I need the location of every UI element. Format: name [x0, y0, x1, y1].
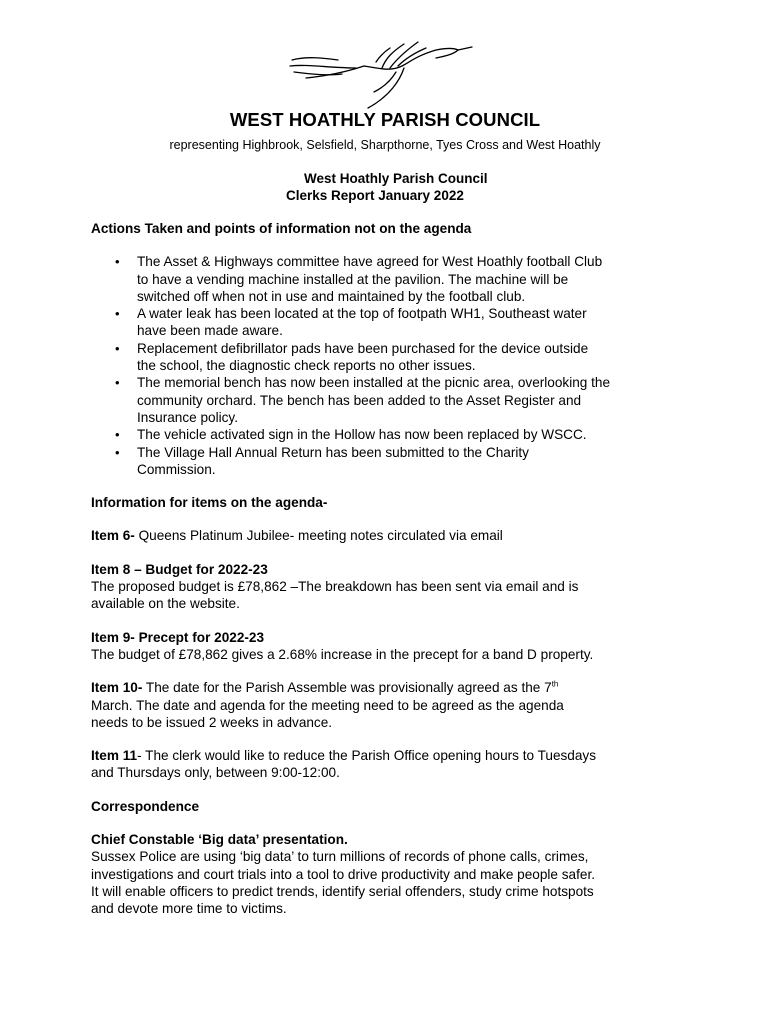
action-item-line: to have a vending machine installed at the pavilion. The machine will be: [137, 271, 569, 287]
action-item-line: The Asset & Highways committee have agreed for West Hoathly football Club: [137, 254, 603, 270]
actions-list: [91, 253, 691, 478]
action-item-line: have been made aware.: [137, 323, 283, 339]
action-item-line: The memorial bench has now been installed at the picnic area, overlooking the: [137, 375, 611, 391]
item-9-line-1: The budget of £78,862 gives a 2.68% increase in the precept for a band D property.: [91, 646, 594, 662]
correspondence-line-2: investigations and court trials into a tool to drive productivity and make people safer.: [91, 866, 596, 882]
item-8-line-2: available on the website.: [91, 596, 240, 612]
item-10-label: Item 10-: [91, 680, 143, 696]
council-representing: representing Highbrook, Selsfield, Sharpthorne, Tyes Cross and West Hoathly: [169, 138, 601, 152]
bullet-icon: •: [115, 427, 120, 443]
action-item-line: Commission.: [137, 461, 216, 477]
action-item-line: A water leak has been located at the top of footpath WH1, Southeast water: [137, 306, 587, 322]
bullet-icon: •: [115, 254, 120, 270]
report-title-line: Clerks Report January 2022: [286, 188, 464, 203]
bird-logo-icon: [286, 38, 486, 110]
item-10-line-1: [91, 679, 691, 696]
action-item: [115, 253, 691, 305]
action-item-line: community orchard. The bench has been added to the Asset Register and: [137, 392, 582, 408]
correspondence-line-4: and devote more time to victims.: [91, 901, 287, 917]
item-11-text: - The clerk would like to reduce the Parish Office opening hours to Tuesdays: [137, 748, 597, 764]
action-item-line: Replacement defibrillator pads have been purchased for the device outside: [137, 340, 589, 356]
report-heading: [286, 170, 488, 204]
item-6: [91, 527, 691, 544]
item-11-label: Item 11: [91, 748, 138, 764]
item-8-line-1: The proposed budget is £78,862 –The breakdown has been sent via email and is: [91, 579, 579, 595]
bullet-icon: •: [115, 306, 120, 322]
action-item: [115, 426, 691, 443]
action-item: [115, 374, 691, 426]
action-item-line: switched off when not in use and maintained by the football club.: [137, 288, 526, 304]
bullet-icon: •: [115, 375, 120, 391]
item-8-heading: Item 8 – Budget for 2022-23: [91, 561, 268, 577]
action-item: [115, 444, 691, 479]
action-item-line: The vehicle activated sign in the Hollow has now been replaced by WSCC.: [137, 427, 587, 443]
correspondence-subheading: Chief Constable ‘Big data’ presentation.: [91, 832, 348, 848]
correspondence-heading: Correspondence: [91, 798, 200, 814]
item-10-superscript: th: [551, 679, 559, 689]
item-10-line-3: needs to be issued 2 weeks in advance.: [91, 714, 333, 730]
item-11-line-1: [91, 747, 691, 764]
item-6-label: Item 6-: [91, 528, 135, 544]
report-council-line: West Hoathly Parish Council: [304, 171, 488, 186]
correspondence-line-3: It will enable officers to predict trends, identify serial offenders, study crime hotspots: [91, 883, 594, 899]
action-item: [115, 340, 691, 375]
bullet-icon: •: [115, 444, 120, 460]
action-item-line: Insurance policy.: [137, 409, 238, 425]
item-10-text: The date for the Parish Assemble was provisionally agreed as the 7: [142, 680, 552, 696]
agenda-info-heading: Information for items on the agenda-: [91, 495, 328, 511]
council-name: WEST HOATHLY PARISH COUNCIL: [229, 109, 541, 130]
item-9-heading: Item 9- Precept for 2022-23: [91, 629, 265, 645]
action-item-line: The Village Hall Annual Return has been submitted to the Charity: [137, 444, 529, 460]
correspondence-line-1: Sussex Police are using ‘big data’ to turn millions of records of phone calls, crimes,: [91, 849, 589, 865]
report-body: [91, 220, 691, 918]
action-item: [115, 305, 691, 340]
bullet-icon: •: [115, 340, 120, 356]
item-6-text: Queens Platinum Jubilee- meeting notes circulated via email: [134, 528, 503, 544]
action-item-line: the school, the diagnostic check reports no other issues.: [137, 358, 476, 374]
item-10-line-2: March. The date and agenda for the meeting need to be agreed as the agenda: [91, 697, 564, 713]
actions-heading: Actions Taken and points of information not on the agenda: [91, 221, 472, 236]
item-11-line-2: and Thursdays only, between 9:00-12:00.: [91, 765, 340, 781]
